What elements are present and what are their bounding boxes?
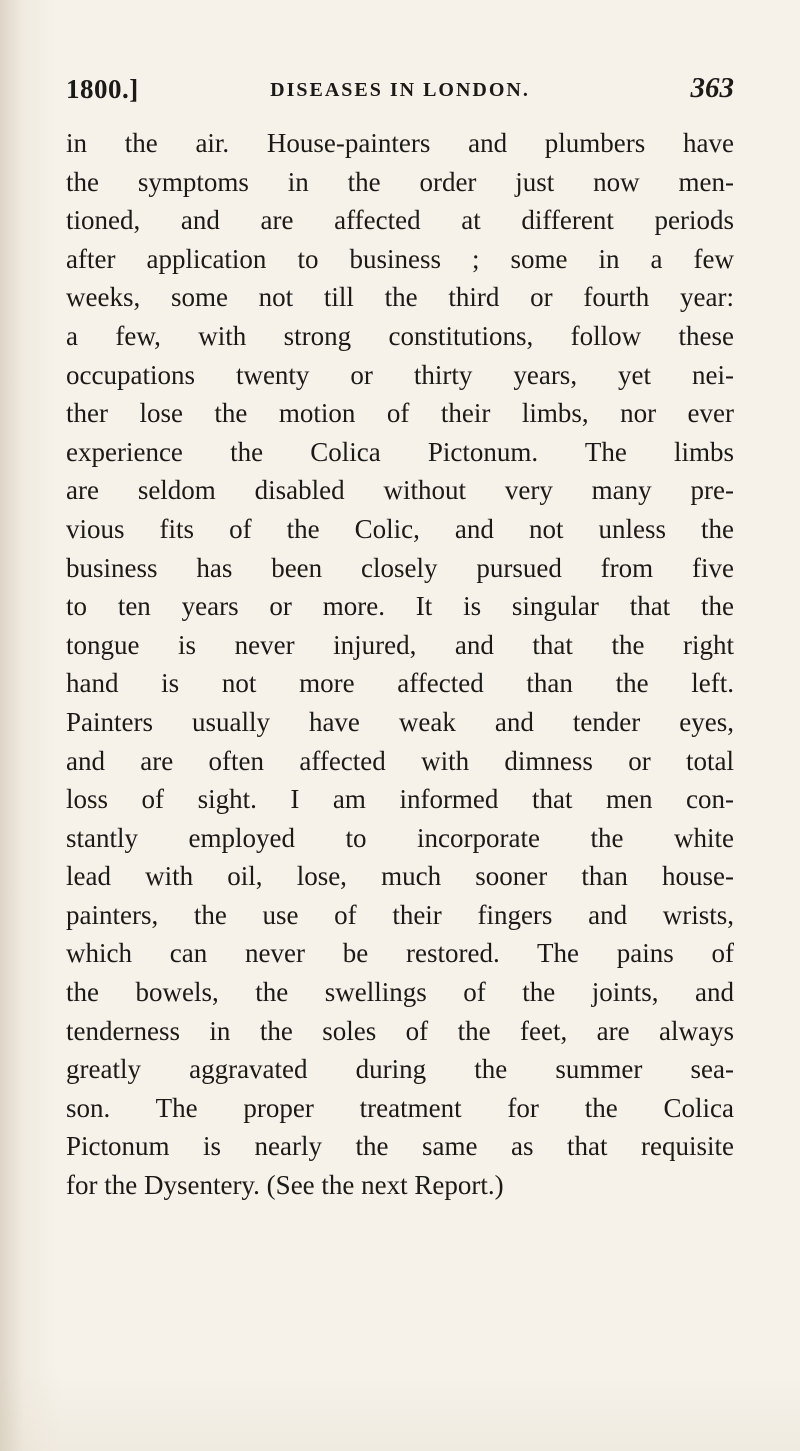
text-line: business has been closely pursued from five [66,552,734,583]
text-line: in the air. House-painters and plumbers have [66,128,734,158]
text-line: vious fits of the Colic, and not unless the [66,513,734,544]
text-line: the bowels, the swellings of the joints, and [66,977,734,1008]
text-line: stantly employed to incorporate the white [66,822,734,853]
text-line: which can never be restored. The pains of [66,938,734,969]
text-line: the symptoms in the order just now men- [66,166,734,197]
text-line: a few, with strong constitutions, follow these [66,320,734,351]
text-line: ther lose the motion of their limbs, nor ever [66,398,734,429]
text-line: lead with oil, lose, much sooner than house- [66,861,734,892]
body-paragraph [66,124,734,1205]
text-line: loss of sight. I am informed that men con- [66,784,734,815]
text-line: tenderness in the soles of the feet, are always [66,1015,734,1046]
text-line: Pictonum is nearly the same as that requisite [66,1131,734,1162]
text-line: greatly aggravated during the summer sea- [66,1054,734,1085]
text-line: hand is not more affected than the left. [66,668,734,699]
text-line: Painters usually have weak and tender eyes, [66,706,734,737]
text-line: are seldom disabled without very many pre- [66,475,734,506]
text-line: son. The proper treatment for the Colica [66,1092,734,1123]
header-title: DISEASES IN LONDON. [270,79,530,101]
running-header [66,74,734,114]
text-line: after application to business ; some in a few [66,243,734,274]
text-line: to ten years or more. It is singular that the [66,591,734,622]
text-line: tongue is never injured, and that the right [66,629,734,660]
text-line: occupations twenty or thirty years, yet nei- [66,359,734,390]
text-line: painters, the use of their fingers and wrists, [66,899,734,930]
page-number: 363 [690,72,734,104]
text-line: experience the Colica Pictonum. The limbs [66,436,734,467]
text-line: and are often affected with dimness or total [66,745,734,776]
text-line: for the Dysentery. (See the next Report.) [66,1170,504,1201]
text-line: tioned, and are affected at different periods [66,205,734,236]
header-year: 1800.] [66,74,139,104]
text-line: weeks, some not till the third or fourth year: [66,282,734,313]
